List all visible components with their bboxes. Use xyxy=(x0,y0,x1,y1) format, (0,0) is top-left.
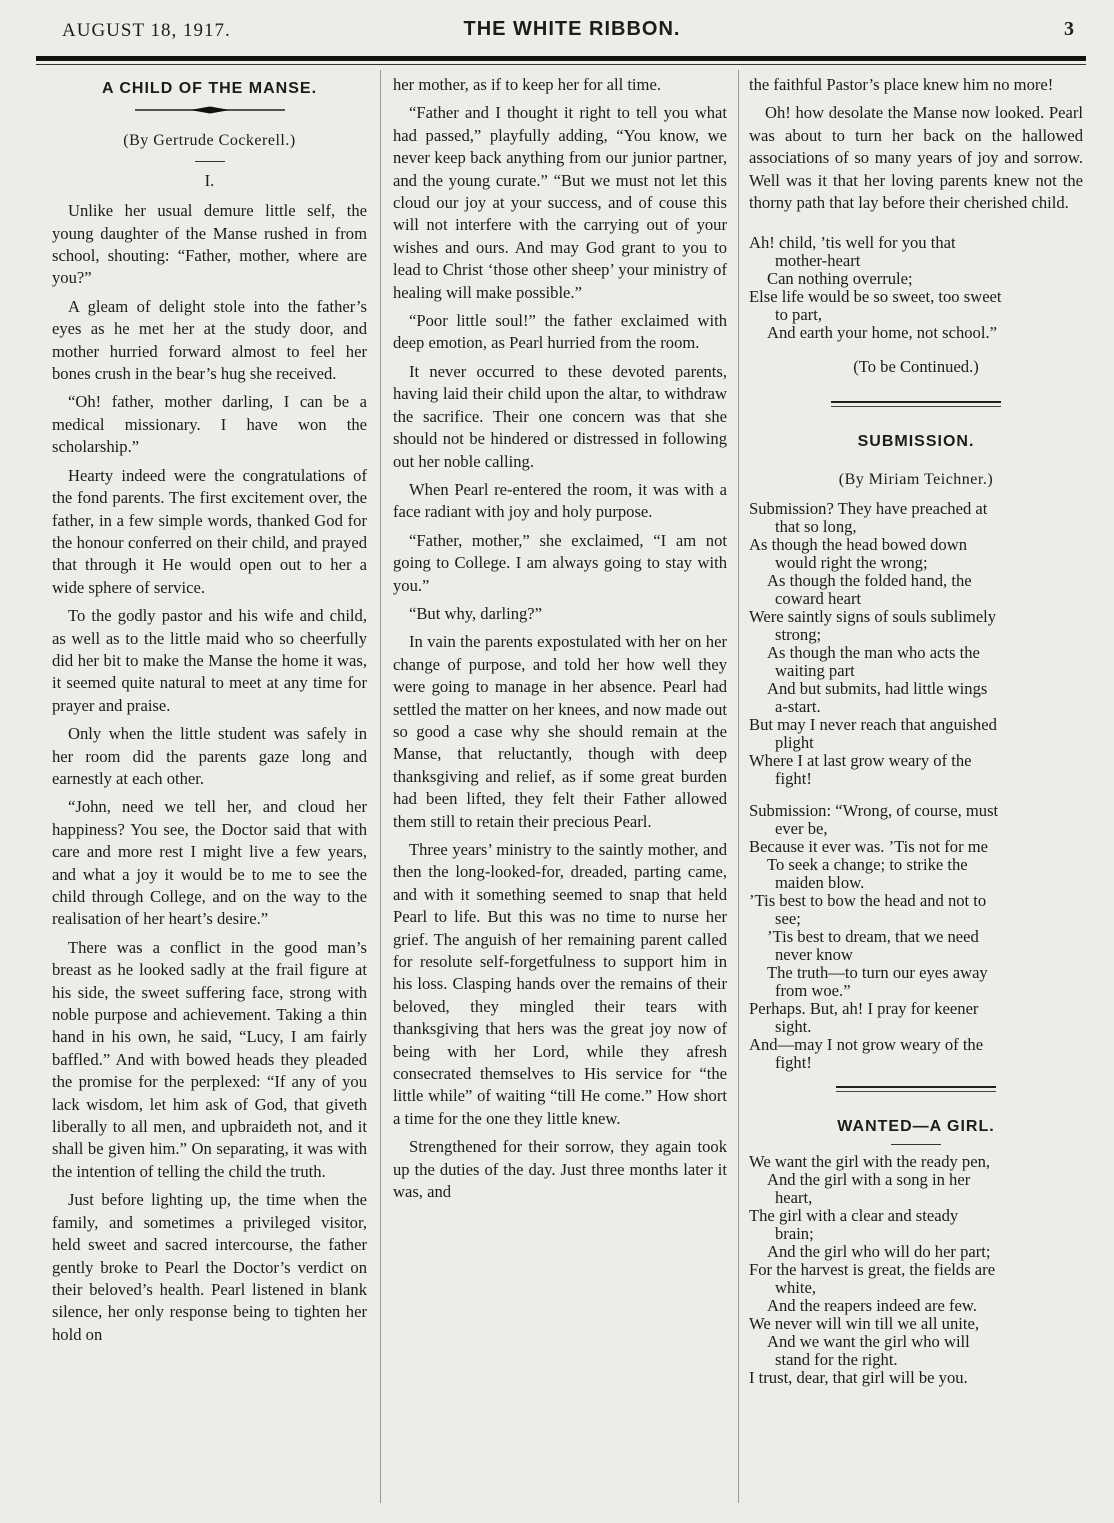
article-byline: (By Miriam Teichner.) xyxy=(838,471,994,489)
paragraph: In vain the parents expostulated with her on her change of purpose, and told her how well they were going to manage in her absence. Pearl had settled the matter on her knees, and now made out so good a case why she should remain at the Manse, that reluctantly, though with deep thanksgiving and relief, as if some great burden had been lifted, they felt their Father allowed them still to retain their precious Pearl. xyxy=(393,632,727,831)
column-divider xyxy=(380,70,381,1503)
verse-line: Can nothing overrule; xyxy=(767,269,913,289)
byline-rule xyxy=(195,161,225,162)
paragraph: A gleam of delight stole into the father’s eyes as he met her at the study door, and mother hurried forward almost to feel her bones crush in the bear’s hug she received. xyxy=(52,296,367,384)
verse-line: And—may I not grow weary of the xyxy=(749,1034,984,1054)
issue-date: AUGUST 18, 1917. xyxy=(62,20,231,41)
column-2 xyxy=(393,74,727,1210)
verse-line: As though the man who acts the xyxy=(767,642,980,662)
paragraph: “But why, darling?” xyxy=(409,603,543,623)
page-number: 3 xyxy=(1064,18,1074,40)
title-rule xyxy=(891,1144,941,1145)
verse-line: We want the girl with the ready pen, xyxy=(749,1152,991,1172)
article-title: A CHILD OF THE MANSE. xyxy=(101,80,318,97)
verse-line: to part, xyxy=(775,305,823,325)
verse-line: Were saintly signs of souls sublimely xyxy=(749,606,997,626)
poem-stanza xyxy=(749,802,1083,1072)
verse-line: Ah! child, ’tis well for you that xyxy=(749,233,956,253)
verse-line: waiting part xyxy=(775,660,855,680)
verse-line: Submission? They have preached at xyxy=(749,498,988,518)
verse-line: heart, xyxy=(775,1188,813,1208)
verse-line: ’Tis best to dream, that we need xyxy=(767,926,979,946)
verse-line: And but submits, had little wings xyxy=(767,678,988,698)
verse-line: stand for the right. xyxy=(775,1350,898,1370)
verse-line: To seek a change; to strike the xyxy=(767,854,968,874)
verse-line: But may I never reach that anguished xyxy=(749,714,997,734)
verse-line: I trust, dear, that girl will be you. xyxy=(749,1368,968,1388)
paragraph: When Pearl re-entered the room, it was with a face radiant with joy and holy purpose. xyxy=(393,479,727,522)
verse-line: For the harvest is great, the fields are xyxy=(749,1260,996,1280)
article-byline: (By Gertrude Cockerell.) xyxy=(123,132,296,150)
paragraph: Just before lighting up, the time when the family, and sometimes a privileged visitor, held sweet and sacred intercourse, the father gently broke to Pearl the Doctor’s verdict on their beloved’s health. Pearl listened in blank silence, her only response being to tighten her hold on xyxy=(52,1190,367,1344)
verse-line: brain; xyxy=(775,1224,814,1244)
verse-line: The girl with a clear and steady xyxy=(749,1206,959,1226)
verse-line: see; xyxy=(775,908,801,928)
paragraph: “Poor little soul!” the father exclaimed with deep emotion, as Pearl hurried from the room. xyxy=(393,311,727,353)
poem-stanza xyxy=(749,500,1083,788)
verse-line: Because it ever was. ’Tis not for me xyxy=(749,836,989,856)
continued-note: (To be Continued.) xyxy=(853,357,979,377)
verse-line: The truth—to turn our eyes away xyxy=(767,962,988,982)
article-title: SUBMISSION. xyxy=(857,432,975,450)
column-3 xyxy=(749,74,1083,1387)
section-separator xyxy=(831,401,1001,407)
verse-line: Where I at last grow weary of the xyxy=(749,750,972,770)
verse-line: fight! xyxy=(775,1052,812,1072)
paragraph: Oh! how desolate the Manse now looked. Pearl was about to turn her back on the hallowed associations of so many years of joy and sorrow. Well was it that her loving parents knew not the thorny path that lay before their cherished child. xyxy=(749,103,1083,213)
verse-line: Perhaps. But, ah! I pray for keener xyxy=(749,998,979,1018)
page-header xyxy=(60,14,1084,50)
poem-stanza xyxy=(749,1153,1083,1387)
verse-line: Submission: “Wrong, of course, must xyxy=(749,800,999,820)
verse-line: And the girl with a song in her xyxy=(767,1170,971,1190)
title-ornament xyxy=(135,106,285,114)
header-rule-thick xyxy=(36,56,1086,61)
paragraph: her mother, as if to keep her for all time. xyxy=(393,75,661,94)
section-separator xyxy=(836,1086,996,1092)
paragraph: There was a conflict in the good man’s breast as he looked sadly at the frail figure at his side, the sweet suffering face, strong with noble purpose and achievement. Taking a thin hand in his own, he said, “Lucy, I am fairly baffled.” And with bowed heads they pleaded the promise for the perplexed: “If any of you lack wisdom, let him ask of God, that giveth liberally to all men, and upbraideth not, and it shall be given him.” On separating, it was with the intention of telling the child the truth. xyxy=(52,937,367,1181)
paragraph: Strengthened for their sorrow, they again took up the duties of the day. Just three months later it was, and xyxy=(393,1137,727,1202)
verse-line: As though the folded hand, the xyxy=(767,570,972,590)
article-title: WANTED—A GIRL. xyxy=(837,1117,995,1135)
verse-line: ever be, xyxy=(775,818,828,838)
verse-line: Else life would be so sweet, too sweet xyxy=(749,287,1002,307)
paragraph: “Father and I thought it right to tell you what had passed,” playfully adding, “You know, we never keep back anything from our junior partner, and the young curate.” “But we must not let this cloud our joy at your success, and of couse this will not interfere with the carrying out of your wishes and ours. And may God grant to you to lead to Christ ‘those other sheep’ your ministry of healing will make possible.” xyxy=(393,103,727,302)
verse-line: sight. xyxy=(775,1016,812,1036)
verse-line: would right the wrong; xyxy=(775,552,928,572)
paragraph: the faithful Pastor’s place knew him no more! xyxy=(749,75,1054,94)
section-number: I. xyxy=(204,170,215,190)
paragraph: Hearty indeed were the congratulations of the fond parents. The first excitement over, the father, in a few simple words, thanked God for the honour conferred on their child, and prayed that through it He would open out to her a wide sphere of service. xyxy=(52,465,367,597)
paragraph: Three years’ ministry to the saintly mother, and then the long-looked-for, dreaded, parting came, and with it something seemed to snap that held Pearl to life. But this was no time to nurse her grief. The anguish of her remaining parent called for resolute self-forgetfulness to support him in his loss. Clasping hands over the remains of their beloved, they mingled their tears with thanksgiving that hers was the great joy now of being with her Lord, while they afresh consecrated themselves to His service for “the little while” of waiting “till He come.” How short a time for the one they little knew. xyxy=(393,840,727,1128)
verse-line: And the reapers indeed are few. xyxy=(767,1296,977,1316)
verse-line: And earth your home, not school.” xyxy=(767,323,997,343)
verse-line: fight! xyxy=(775,768,812,788)
column-1 xyxy=(52,74,367,1352)
column-divider xyxy=(738,70,739,1503)
verse-line: We never will win till we all unite, xyxy=(749,1314,979,1334)
verse-line: white, xyxy=(775,1278,817,1298)
verse-line: a-start. xyxy=(775,696,821,716)
masthead-title: THE WHITE RIBBON. xyxy=(463,18,681,40)
paragraph: It never occurred to these devoted parents, having laid their child upon the altar, to withdraw the sacrifice. Their one concern was that she should not be hindered or distressed in following out her noble calling. xyxy=(393,361,727,471)
paragraph: Unlike her usual demure little self, the young daughter of the Manse rushed in from school, shouting: “Father, mother, where are you?” xyxy=(52,201,367,288)
verse-line: coward heart xyxy=(775,588,862,608)
verse-line: maiden blow. xyxy=(775,872,865,892)
verse-line: never know xyxy=(775,944,853,964)
verse-line: strong; xyxy=(775,624,822,644)
verse-line: mother-heart xyxy=(775,251,861,271)
verse-line: plight xyxy=(775,732,814,752)
verse-line: ’Tis best to bow the head and not to xyxy=(749,890,987,910)
verse-line: And we want the girl who will xyxy=(767,1332,970,1352)
paragraph: “Oh! father, mother darling, I can be a medical missionary. I have won the scholarship.” xyxy=(52,392,367,457)
verse-line: And the girl who will do her part; xyxy=(767,1242,991,1262)
verse-line: As though the head bowed down xyxy=(749,534,967,554)
verse-line: from woe.” xyxy=(775,980,851,1000)
paragraph: “Father, mother,” she exclaimed, “I am not going to College. I am always going to stay with you.” xyxy=(393,530,727,595)
closing-verse xyxy=(749,234,1083,342)
paragraph: “John, need we tell her, and cloud her happiness? You see, the Doctor said that with care and more rest I might live a few years, and what a joy it would be to me to see the child through College, and on the way to the realisation of her heart’s desire.” xyxy=(52,797,367,929)
header-rule-thin xyxy=(36,64,1086,65)
paragraph: To the godly pastor and his wife and child, as well as to the little maid who so cheerfully did her bit to make the Manse the home it was, it seemed quite natural to meet at any time for prayer and praise. xyxy=(52,606,367,715)
verse-line: that so long, xyxy=(775,516,857,536)
paragraph: Only when the little student was safely in her room did the parents gaze long and earnestly at each other. xyxy=(52,724,367,788)
